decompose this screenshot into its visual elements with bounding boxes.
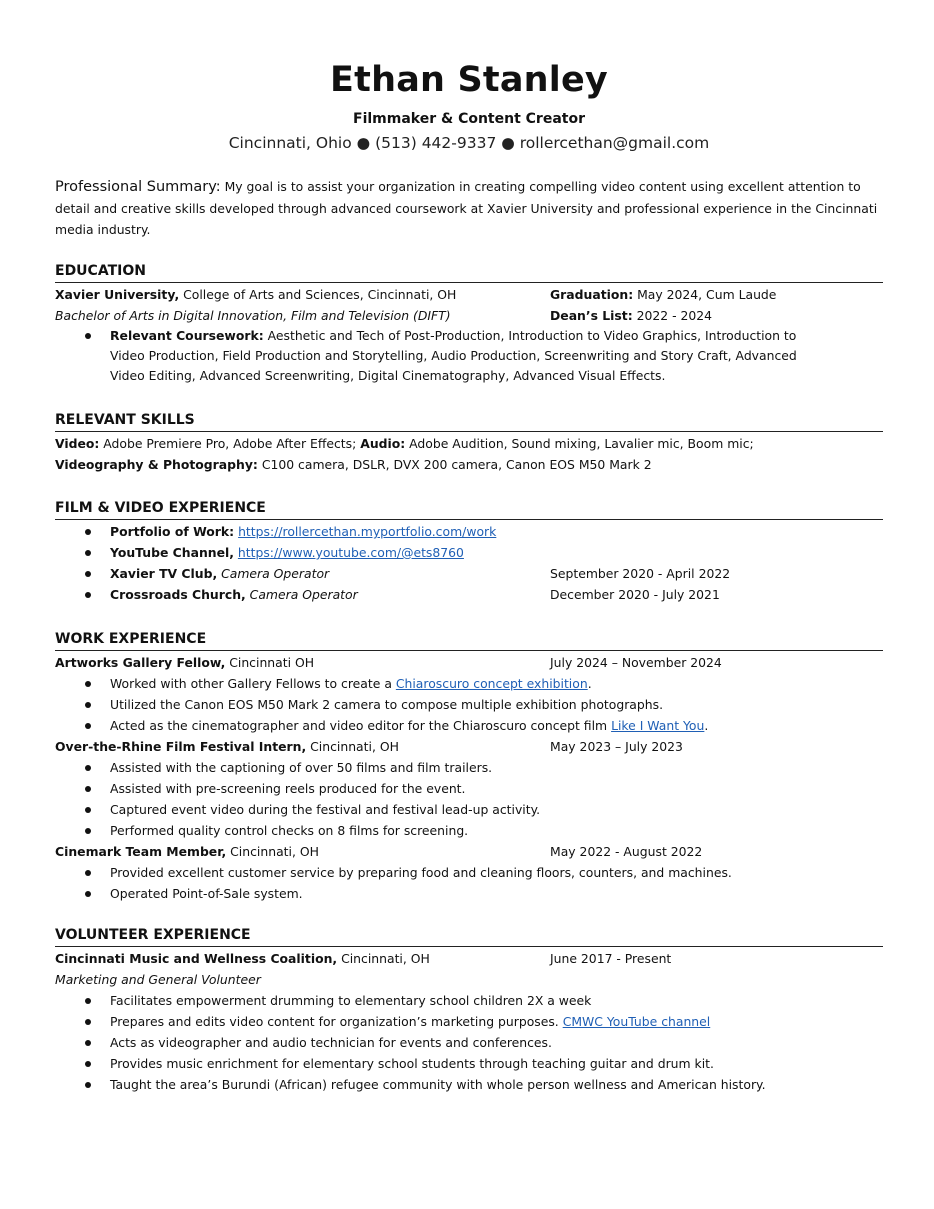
job-header <box>55 736 883 757</box>
bullet-icon <box>85 681 91 687</box>
professional-summary <box>55 176 883 240</box>
list-item <box>55 563 883 584</box>
job-dates: July 2024 – November 2024 <box>550 655 722 670</box>
job-dates: May 2022 - August 2022 <box>550 844 703 859</box>
bullet-icon <box>85 765 91 771</box>
degree: Bachelor of Arts in Digital Innovation, Film and Television (DIFT) <box>55 308 451 323</box>
bullet-icon <box>85 807 91 813</box>
bullet-icon <box>85 702 91 708</box>
education-section <box>55 260 883 386</box>
list-item <box>55 862 883 883</box>
skills-title: RELEVANT SKILLS <box>55 409 883 432</box>
list-item <box>55 584 883 605</box>
job-header <box>55 841 883 862</box>
volunteer-location: Cincinnati, OH <box>337 951 430 966</box>
summary-label: Professional Summary: <box>55 179 221 195</box>
xtv-org: Xavier TV Club, <box>110 566 218 581</box>
bullet-text: Worked with other Gallery Fellows to create a <box>110 676 396 691</box>
portfolio-link[interactable]: https://rollercethan.myportfolio.com/work <box>238 524 497 539</box>
education-school-row <box>55 284 883 305</box>
bullet-icon <box>85 1061 91 1067</box>
cc-role: Camera Operator <box>245 587 358 602</box>
youtube-link[interactable]: https://www.youtube.com/@ets8760 <box>237 545 464 560</box>
bullet-icon <box>85 550 91 556</box>
bullet-text: Facilitates empowerment drumming to elementary school children 2X a week <box>110 993 592 1008</box>
bullet-text: Provides music enrichment for elementary school students through teaching guitar and drum kit. <box>110 1056 714 1071</box>
list-item <box>55 883 883 904</box>
deans-label: Dean’s List: <box>550 308 633 323</box>
volunteer-dates: June 2017 - Present <box>550 951 672 966</box>
list-item <box>55 1011 883 1032</box>
bullet-icon <box>85 786 91 792</box>
coursework-label: Relevant Coursework: <box>110 328 264 343</box>
film-title: FILM & VIDEO EXPERIENCE <box>55 497 883 520</box>
cmwc-youtube-link[interactable]: CMWC YouTube channel <box>562 1014 711 1029</box>
bullet-icon <box>85 828 91 834</box>
work-section <box>55 628 883 904</box>
education-title: EDUCATION <box>55 260 883 283</box>
bullet-text: Assisted with the captioning of over 50 films and film trailers. <box>110 760 493 775</box>
job-dates: May 2023 – July 2023 <box>550 739 683 754</box>
bullet-text: Performed quality control checks on 8 films for screening. <box>110 823 469 838</box>
job-location: Cincinnati OH <box>225 655 315 670</box>
video-skills: Adobe Premiere Pro, Adobe After Effects; <box>99 436 361 451</box>
audio-label: Audio: <box>360 436 406 451</box>
deans-value: 2022 - 2024 <box>632 308 713 323</box>
graduation-value: May 2024, Cum Laude <box>633 287 777 302</box>
graduation-label: Graduation: <box>550 287 634 302</box>
bullet-text: Provided excellent customer service by preparing food and cleaning floors, counters, and machines. <box>110 865 732 880</box>
volunteer-header <box>55 948 883 969</box>
school-name: Xavier University, <box>55 287 180 302</box>
bullet-icon <box>85 529 91 535</box>
skills-text <box>55 433 883 475</box>
bullet-icon <box>85 723 91 729</box>
job-org: Over-the-Rhine Film Festival Intern, <box>55 739 307 754</box>
bullet-text: Taught the area’s Burundi (African) refugee community with whole person wellness and American history. <box>110 1077 766 1092</box>
bullet-text: . <box>587 676 592 691</box>
bullet-text: Operated Point-of-Sale system. <box>110 886 303 901</box>
list-item <box>55 757 883 778</box>
xtv-dates: September 2020 - April 2022 <box>550 566 731 581</box>
bullet-text: Acted as the cinematographer and video editor for the Chiaroscuro concept film <box>110 718 612 733</box>
coursework-text: Aesthetic and Tech of Post-Production, Introduction to Video Graphics, Introduction to Video Production, Field Production and Storytelling, Audio Production, Screenwriting and Story Craft, Advanced Video Editing, Advanced Screenwriting, Digital Cinematography, Advanced Visual Effects. <box>110 328 797 383</box>
bullet-icon <box>85 1019 91 1025</box>
summary-text: My goal is to assist your organization in creating compelling video content using excellent attention to detail and creative skills developed through advanced coursework at Xavier University and professional experience in the Cincinnati media industry. <box>55 179 878 237</box>
bullet-text: . <box>704 718 709 733</box>
list-item <box>55 673 883 694</box>
bullet-icon <box>85 998 91 1004</box>
list-item <box>55 542 883 563</box>
film-link[interactable]: Like I Want You <box>611 718 705 733</box>
photo-skills: C100 camera, DSLR, DVX 200 camera, Canon EOS M50 Mark 2 <box>257 457 652 472</box>
list-item <box>55 1074 883 1095</box>
volunteer-role-row <box>55 969 883 990</box>
volunteer-role: Marketing and General Volunteer <box>55 972 261 987</box>
tagline: Filmmaker & Content Creator <box>353 111 585 127</box>
volunteer-title: VOLUNTEER EXPERIENCE <box>55 924 883 947</box>
list-item <box>55 799 883 820</box>
cc-org: Crossroads Church, <box>110 587 246 602</box>
skills-section <box>55 409 883 475</box>
list-item <box>55 694 883 715</box>
youtube-label: YouTube Channel, <box>110 545 234 560</box>
list-item <box>55 778 883 799</box>
list-item <box>55 990 883 1011</box>
bullet-icon <box>85 870 91 876</box>
job-location: Cincinnati, OH <box>306 739 399 754</box>
work-title: WORK EXPERIENCE <box>55 628 883 651</box>
cc-dates: December 2020 - July 2021 <box>550 587 720 602</box>
education-degree-row <box>55 305 883 326</box>
coursework-item <box>55 326 828 386</box>
bullet-text: Acts as videographer and audio technician for events and conferences. <box>110 1035 552 1050</box>
volunteer-section <box>55 924 883 1095</box>
video-label: Video: <box>55 436 100 451</box>
bullet-icon <box>85 1040 91 1046</box>
xtv-role: Camera Operator <box>217 566 330 581</box>
list-item <box>55 1032 883 1053</box>
audio-skills: Adobe Audition, Sound mixing, Lavalier mic, Boom mic; <box>405 436 754 451</box>
bullet-text: Assisted with pre-screening reels produced for the event. <box>110 781 466 796</box>
photo-label: Videography & Photography: <box>55 457 258 472</box>
bullet-icon <box>85 891 91 897</box>
bullet-text: Utilized the Canon EOS M50 Mark 2 camera to compose multiple exhibition photographs. <box>110 697 664 712</box>
list-item <box>55 820 883 841</box>
bullet-icon <box>85 333 91 339</box>
bullet-text: Prepares and edits video content for organization’s marketing purposes. <box>110 1014 563 1029</box>
list-item <box>55 715 883 736</box>
job-location: Cincinnati, OH <box>226 844 319 859</box>
film-section <box>55 497 883 605</box>
exhibition-link[interactable]: Chiaroscuro concept exhibition <box>395 676 588 691</box>
job-org: Artworks Gallery Fellow, <box>55 655 226 670</box>
list-item <box>55 521 883 542</box>
job-org: Cinemark Team Member, <box>55 844 227 859</box>
contact-line: Cincinnati, Ohio ● (513) 442-9337 ● rollercethan@gmail.com <box>228 134 710 152</box>
portfolio-label: Portfolio of Work: <box>110 524 235 539</box>
school-detail: College of Arts and Sciences, Cincinnati, OH <box>179 287 457 302</box>
bullet-icon <box>85 1082 91 1088</box>
bullet-text: Captured event video during the festival and festival lead-up activity. <box>110 802 541 817</box>
bullet-icon <box>85 571 91 577</box>
bullet-icon <box>85 592 91 598</box>
list-item <box>55 1053 883 1074</box>
job-header <box>55 652 883 673</box>
volunteer-org: Cincinnati Music and Wellness Coalition, <box>55 951 338 966</box>
candidate-name: Ethan Stanley <box>330 60 608 100</box>
